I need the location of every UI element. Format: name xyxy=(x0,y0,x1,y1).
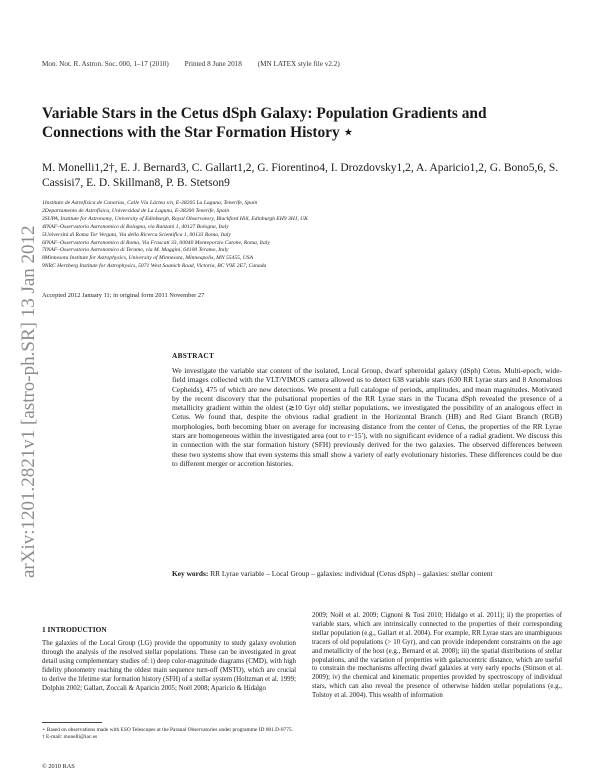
paper-title: Variable Stars in the Cetus dSph Galaxy: Population Gradients and Connections with the Star Formation History ⋆ xyxy=(42,105,487,141)
footnote-item: † E-mail: monelli@iac.es xyxy=(42,734,98,741)
footnotes xyxy=(42,727,296,741)
style-file-note: (MN LATEX style file v2.2) xyxy=(257,60,340,68)
running-header xyxy=(42,60,354,68)
intro-left-column: The galaxies of the Local Group (LG) provide the opportunity to study galaxy evolution through the analysis of the resolved stellar populations. These can be investigated in great detail using complementary studies of: i) deep color-magnitude diagrams (CMD), with high fidelity photometry reaching the oldest main sequence turn-off (MSTO), which are crucial to derive the lifetime star formation history (SFH) of a stellar system (Holtzman et al. 1999; Dolphin 2002; Gallart, Zoccali & Aparicio 2005; Noël 2008; Aparicio & Hidalgo xyxy=(42,640,296,692)
affiliation-item: 8Minnesota Institute for Astrophysics, University of Minnesota, Minneapolis, MN 55455, USA xyxy=(42,255,253,262)
author-list: M. Monelli1,2†, E. J. Bernard3, C. Gallart1,2, G. Fiorentino4, I. Drozdovsky1,2, A. Aparicio1,2, G. Bono5,6, S. Cassisi7, E. D. Skillman8, P. B. Stetson9 xyxy=(42,162,559,189)
affiliation-item: 7INAF–Osservatorio Astronomico di Teramo, via M. Maggini, 64100 Teramo, Italy xyxy=(42,247,229,254)
affiliation-item: 5Università di Roma Tor Vergata, Via della Ricerca Scientifica 1, 00133 Roma, Italy xyxy=(42,231,231,238)
intro-right-column: 2009; Noël et al. 2009; Cignoni & Tosi 2010; Hidalgo et al. 2011); ii) the properties of variable stars, which are intrinsically connected to the properties of their corresponding stellar population (e.g., Gallart et al. 2004). For example, RR Lyrae stars are unambiguous tracers of old populations (> 10 Gyr), and can provide independent constraints on the age and metallicity of the host (e.g., Bernard et al. 2008); iii) the spatial distributions of stellar populations, and the variation of properties with galactocentric distance, which are useful to constrain the mechanisms affecting dwarf galaxies at very early epochs (Stinson et al. 2009); iv) the chemical and kinematic properties provided by spectroscopy of individual stars, which can also reveal the presence of otherwise hidden stellar populations (e.g., Tolstoy et al. 2004). This wealth of information xyxy=(312,612,562,700)
affiliation-item: 2Departamento de Astrofísica, Universidad de La Laguna, E-38200 Tenerife, Spain xyxy=(42,207,230,214)
affiliation-item: 4INAF–Osservatorio Astronomico di Bologna, via Ranzani 1, 40127 Bologna, Italy xyxy=(42,223,229,230)
abstract-text: We investigate the variable star content of the isolated, Local Group, dwarf spheroidal galaxy (dSph) Cetus. Multi-epoch, wide-field images collected with the VLT/VIMOS camera allowed us to detect 638 variable stars (630 RR Lyrae stars and 8 Anomalous Cepheids), 475 of which are new detections. We present a full catalogue of periods, amplitudes, and mean magnitudes. Motivated by the recent discovery that the pulsational properties of the RR Lyrae stars in the Tucana dSph revealed the presence of a metallicity gradient within the oldest (≳10 Gyr old) stellar populations, we investigated the possibility of an analogous effect in Cetus. We found that, despite the obvious radial gradient in the Horizontal Branch (HB) and Red Giant Branch (RGB) morphologies, both becoming bluer on average for increasing distance from the center of Cetus, the properties of the RR Lyrae stars are homogeneous within the investigated area (out to r~15′), with no significant evidence of a radial gradient. We discuss this in connection with the star formation history (SFH) previously derived for the two galaxies. The observed differences between these two systems show that even systems this small show a variety of early evolutionary histories. These differences could be due to different merger or accretion histories. xyxy=(172,366,562,468)
section-heading-introduction: 1 INTRODUCTION xyxy=(42,625,107,634)
journal-citation: Mon. Not. R. Astron. Soc. 000, 1–17 (2010) xyxy=(42,60,169,68)
footnote-divider xyxy=(42,722,102,723)
acceptance-dates: Accepted 2012 January 11; in original form 2011 November 27 xyxy=(42,292,205,299)
affiliation-item: 9NRC Herzberg Institute for Astrophysics, 5071 West Saanich Road, Victoria, BC V9E 2E7, Canada xyxy=(42,263,267,270)
abstract-heading: ABSTRACT xyxy=(172,351,215,360)
affiliation-list xyxy=(42,200,562,271)
affiliation-item: 1Instituto de Astrofísica de Canarias, Calle Vía Láctea s/n, E-38205 La Laguna, Tenerife, Spain xyxy=(42,200,258,206)
keywords-block xyxy=(172,569,562,578)
affiliation-item: 3SUPA, Institute for Astronomy, University of Edinburgh, Royal Observatory, Blackford Hill, Edinburgh EH9 3HJ, UK xyxy=(42,215,308,222)
keywords-label: Key words: xyxy=(172,569,209,578)
copyright-notice: © 2010 RAS xyxy=(42,763,75,770)
arxiv-identifier-stamp xyxy=(6,180,46,580)
footnote-item: ⋆ Based on observations made with ESO Telescopes at the Paranal Observatories under programme ID 081.D-0775. xyxy=(42,727,293,733)
arxiv-id-text: arXiv:1201.2821v1 [astro-ph.SR] 13 Jan 2012 xyxy=(18,225,39,578)
affiliation-item: 6INAF–Osservatorio Astronomico di Roma, Via Frascati 33, 00040 Monteporzio Catone, Roma, Italy xyxy=(42,239,270,246)
keywords-text: RR Lyrae variable – Local Group – galaxies: individual (Cetus dSph) – galaxies: stellar content xyxy=(210,569,493,578)
printed-date: Printed 8 June 2018 xyxy=(184,60,242,68)
